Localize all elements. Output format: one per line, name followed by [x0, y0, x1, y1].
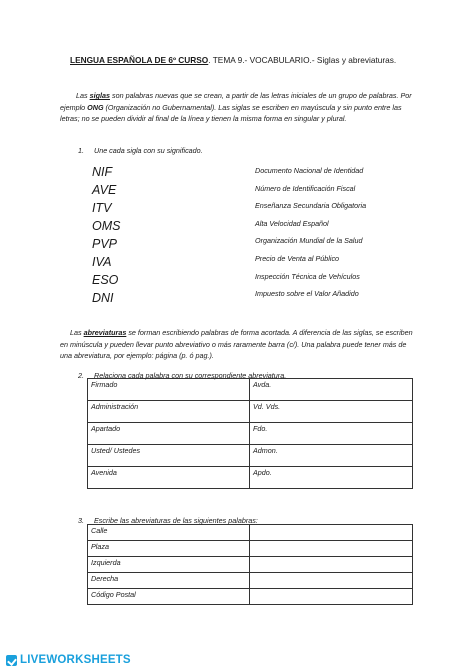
abreviaturas-paragraph-post: se forman escribiendo palabras de forma acortada. A diferencia de las siglas, se escriben en minúscula y pueden llevar punto abreviativo o más raramente barra (c/). Una palabra puede tener más de una abreviatura, por ejemplo: página (p. ó pag.). — [60, 328, 413, 360]
answer-cell[interactable] — [250, 573, 413, 589]
siglas-term: siglas — [89, 91, 110, 100]
table-row — [88, 401, 413, 423]
table-row — [88, 379, 413, 401]
sigla-item[interactable]: NIF — [92, 165, 113, 179]
sigla-item[interactable]: ESO — [92, 273, 119, 287]
title-bold: LENGUA ESPAÑOLA DE 6º CURSO — [70, 55, 209, 65]
meaning-item[interactable]: Precio de Venta al Público — [255, 254, 340, 263]
footer-brand: LIVEWORKSHEETS — [20, 654, 131, 666]
abbreviation-cell[interactable]: Fdo. — [250, 423, 413, 445]
table-row — [88, 445, 413, 467]
question-1 — [78, 146, 203, 155]
abbreviation-match-table — [87, 378, 413, 489]
table-row — [88, 557, 413, 573]
meaning-item[interactable]: Alta Velocidad Español — [255, 219, 329, 228]
sigla-item[interactable]: DNI — [92, 291, 114, 305]
question-2-text: Relaciona cada palabra con su correspondiente abreviatura. — [94, 371, 287, 380]
question-1-text: Une cada sigla con su significado. — [94, 146, 203, 155]
table-row — [88, 467, 413, 489]
table-row — [88, 423, 413, 445]
abreviaturas-term: abreviaturas — [83, 328, 127, 337]
liveworksheets-footer[interactable] — [6, 652, 206, 668]
word-cell[interactable]: Usted/ Ustedes — [88, 445, 250, 467]
sigla-item[interactable]: AVE — [92, 183, 117, 197]
abreviaturas-paragraph — [60, 327, 415, 362]
abbreviation-cell[interactable]: Apdo. — [250, 467, 413, 489]
title-rest: . TEMA 9.- VOCABULARIO.- Siglas y abreviaturas. — [208, 55, 397, 65]
meaning-item[interactable]: Organización Mundial de la Salud — [255, 236, 363, 245]
sigla-item[interactable]: IVA — [92, 255, 112, 269]
siglas-paragraph-post: (Organización no Gubernamental). Las siglas se escriben en mayúscula y sin punto entre las letras; no se pueden dividir al final de la línea y tienen la misma forma en singular y plural. — [60, 102, 402, 123]
question-1-number: 1. — [78, 146, 84, 155]
liveworksheets-logo-icon — [6, 655, 17, 666]
page-title — [70, 55, 430, 65]
word-cell[interactable]: Avenida — [88, 467, 250, 489]
table-row — [88, 525, 413, 541]
word-cell: Izquierda — [88, 557, 250, 573]
table-row — [88, 541, 413, 557]
table-row — [88, 573, 413, 589]
abbreviation-cell[interactable]: Avda. — [250, 379, 413, 401]
answer-cell[interactable] — [250, 589, 413, 605]
meaning-item[interactable]: Enseñanza Secundaria Obligatoria — [255, 201, 367, 210]
siglas-paragraph-mid: son palabras nuevas que se crean, a partir de las letras iniciales de un grupo de palabras. Por ejemplo — [60, 91, 412, 112]
question-3-number: 3. — [78, 516, 84, 525]
abbreviation-write-table — [87, 524, 413, 605]
word-cell: Plaza — [88, 541, 250, 557]
sigla-item[interactable]: ITV — [92, 201, 112, 215]
siglas-paragraph-pre: Las — [76, 91, 90, 100]
answer-cell[interactable] — [250, 541, 413, 557]
table-row — [88, 589, 413, 605]
word-cell[interactable]: Administración — [88, 401, 250, 423]
answer-cell[interactable] — [250, 557, 413, 573]
question-2-number: 2. — [78, 371, 84, 380]
meaning-item[interactable]: Documento Nacional de Identidad — [255, 166, 364, 175]
word-cell: Derecha — [88, 573, 250, 589]
abbreviation-cell[interactable]: Admon. — [250, 445, 413, 467]
answer-cell[interactable] — [250, 525, 413, 541]
word-cell[interactable]: Firmado — [88, 379, 250, 401]
abreviaturas-paragraph-pre: Las — [70, 328, 84, 337]
question-3-text: Escribe las abreviaturas de las siguientes palabras: — [94, 516, 258, 525]
siglas-paragraph — [60, 90, 415, 125]
abbreviation-cell[interactable]: Vd. Vds. — [250, 401, 413, 423]
meaning-item[interactable]: Inspección Técnica de Vehículos — [255, 272, 360, 281]
word-cell: Código Postal — [88, 589, 250, 605]
meaning-item[interactable]: Número de Identificación Fiscal — [255, 184, 356, 193]
sigla-item[interactable]: OMS — [92, 219, 121, 233]
siglas-example: ONG — [87, 102, 104, 112]
word-cell[interactable]: Apartado — [88, 423, 250, 445]
meaning-item[interactable]: Impuesto sobre el Valor Añadido — [255, 289, 359, 298]
sigla-item[interactable]: PVP — [92, 237, 118, 251]
word-cell: Calle — [88, 525, 250, 541]
